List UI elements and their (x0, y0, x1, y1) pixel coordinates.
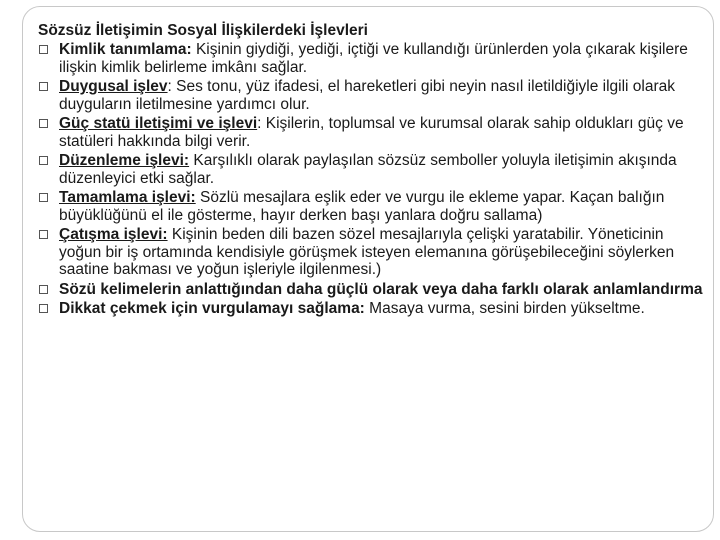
bullet-term: Düzenleme işlevi: (59, 152, 190, 169)
bullet-duzenleme-islevi (38, 152, 710, 187)
bullet-duygusal-islev (38, 78, 710, 113)
bullet-term: Tamamlama işlevi: (59, 189, 196, 206)
checkbox-bullet-icon (39, 193, 48, 202)
checkbox-bullet-icon (39, 285, 48, 294)
bullet-text (59, 281, 710, 299)
bullet-description: Karşılıklı olarak paylaşılan sözsüz semboller yoluyla iletişimin akışında düzenleyici etki sağlar. (59, 152, 677, 187)
bullet-term: Duygusal işlev (59, 78, 168, 95)
bullet-kimlik-tanimlama (38, 41, 710, 76)
bullet-term: Sözü kelimelerin anlattığından daha güçlü olarak veya daha farklı olarak anlamlandırma (59, 280, 703, 298)
bullet-text (59, 300, 710, 318)
slide-content (38, 22, 710, 320)
checkbox-bullet-icon (39, 82, 48, 91)
bullet-text (59, 78, 710, 113)
bullet-text (59, 189, 710, 224)
bullet-description: Sözlü mesajlara eşlik eder ve vurgu ile ekleme yapar. Kaçan balığın büyüklüğünü el ile gösterme, hayır derken başı yanlara doğru sallama) (59, 189, 665, 224)
bullet-term: Güç statü iletişimi ve işlevi (59, 115, 258, 132)
bullet-description: : Ses tonu, yüz ifadesi, el hareketleri gibi neyin nasıl iletildiğiyle ilgili olarak duyguların iletilmesine yardımcı olur. (59, 78, 675, 113)
bullet-description: Masaya vurma, sesini birden yükseltme. (364, 300, 645, 317)
checkbox-bullet-icon (39, 119, 48, 128)
bullet-term: Dikkat çekmek için vurgulamayı sağlama: (59, 300, 365, 317)
bullet-term: Çatışma işlevi: (59, 226, 168, 243)
checkbox-bullet-icon (39, 230, 48, 239)
checkbox-bullet-icon (39, 45, 48, 54)
bullet-description: Kişinin beden dili bazen sözel mesajlarıyla çelişki yaratabilir. Yöneticinin yoğun bir iş ortamında kendisiyle görüşmek isteyen elemanına görüşebileceğini söylerken saatine bakması ve yoğun işleriyle ilgilenmesi.) (59, 226, 675, 278)
bullet-text (59, 41, 710, 76)
bullet-tamamlama-islevi (38, 189, 710, 224)
checkbox-bullet-icon (39, 156, 48, 165)
bullet-list (38, 41, 710, 318)
bullet-text (59, 152, 710, 187)
slide-title: Sözsüz İletişimin Sosyal İlişkilerdeki İşlevleri (38, 22, 368, 39)
bullet-sozu-anlamlandirma (38, 281, 710, 299)
checkbox-bullet-icon (39, 304, 48, 313)
bullet-description: : Kişilerin, toplumsal ve kurumsal olarak sahip oldukları güç ve statüleri hakkında bilgi verir. (59, 115, 684, 150)
bullet-guc-statu (38, 115, 710, 150)
bullet-description: Kişinin giydiği, yediği, içtiği ve kullandığı ürünlerden yola çıkarak kişilere ilişkin kimlik belirleme imkânı sağlar. (59, 41, 688, 76)
bullet-catisma-islevi (38, 226, 710, 279)
bullet-dikkat-cekme (38, 300, 710, 318)
bullet-term: Kimlik tanımlama: (59, 41, 192, 58)
bullet-text (59, 226, 710, 279)
bullet-text (59, 115, 710, 150)
